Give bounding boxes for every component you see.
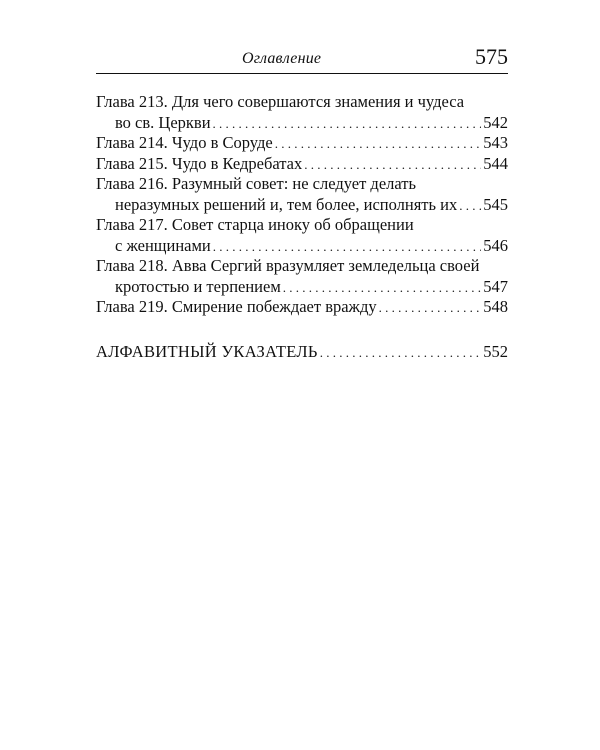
- toc-entry-chapter-219: [96, 297, 508, 318]
- dot-leader: [304, 155, 481, 176]
- toc-entry-text: Глава 218. Авва Сергий вразумляет земледельца своей: [96, 256, 480, 275]
- toc-entry-text: во св. Церкви: [115, 112, 211, 132]
- toc-entry-text: АЛФАВИТНЫЙ УКАЗАТЕЛЬ: [96, 342, 318, 361]
- toc-entry-line: [96, 92, 508, 113]
- dot-leader: [283, 278, 481, 299]
- toc-entry-page: 543: [483, 133, 508, 152]
- toc-entry-line: [96, 342, 508, 363]
- toc-entry-text: с женщинами: [115, 235, 211, 255]
- toc-entry-line: [96, 297, 508, 318]
- toc-entry-chapter-214: [96, 133, 508, 154]
- page-number: 575: [475, 44, 508, 69]
- toc-entry-line: [96, 256, 508, 277]
- running-header: [96, 40, 508, 74]
- toc-entry-line: [96, 154, 508, 175]
- toc-entry-page: 545: [483, 194, 508, 214]
- toc-entry-chapter-213: [96, 92, 508, 133]
- toc-entry-chapter-217: [96, 215, 508, 256]
- toc-entry-line: [96, 133, 508, 154]
- toc-entry-line: [96, 113, 508, 134]
- toc-entry-page: 548: [483, 297, 508, 316]
- toc-entry-text: Глава 213. Для чего совершаются знамения и чудеса: [96, 92, 465, 111]
- toc-entry-text: кротостью и терпением: [115, 276, 281, 296]
- dot-leader: [275, 134, 482, 155]
- header-rule: [96, 73, 508, 74]
- toc-entry-chapter-218: [96, 256, 508, 297]
- toc-entry-page: 542: [483, 112, 508, 132]
- dot-leader: [379, 298, 482, 319]
- toc-entry-page: 544: [483, 153, 508, 173]
- running-header-title: Оглавление: [242, 50, 322, 67]
- dot-leader: [459, 196, 481, 217]
- dot-leader: [213, 114, 482, 135]
- toc-entry-page: 547: [483, 276, 508, 296]
- toc-entry-line: [96, 215, 508, 236]
- dot-leader: [320, 343, 482, 364]
- toc-entry-line: [96, 174, 508, 195]
- toc-entry-line: [96, 236, 508, 257]
- toc-entry-text: Глава 216. Разумный совет: не следует делать: [96, 174, 417, 193]
- toc-entry-page: 552: [483, 342, 508, 361]
- toc-entry-chapter-215: [96, 154, 508, 175]
- toc-entry-alphabetical-index: [96, 342, 508, 363]
- dot-leader: [213, 237, 482, 258]
- toc-entry-text: Глава 215. Чудо в Кедребатах: [96, 153, 303, 173]
- toc-entry-line: [96, 277, 508, 298]
- toc-entry-line: [96, 195, 508, 216]
- toc-entry-page: 546: [483, 235, 508, 255]
- table-of-contents: [96, 92, 508, 318]
- toc-entry-text: Глава 219. Смирение побеждает вражду: [96, 297, 377, 316]
- toc-entry-text: Глава 214. Чудо в Соруде: [96, 133, 273, 152]
- toc-entry-chapter-216: [96, 174, 508, 215]
- toc-entry-text: неразумных решений и, тем более, исполнять их: [115, 194, 458, 214]
- toc-entry-text: Глава 217. Совет старца иноку об обращении: [96, 215, 414, 234]
